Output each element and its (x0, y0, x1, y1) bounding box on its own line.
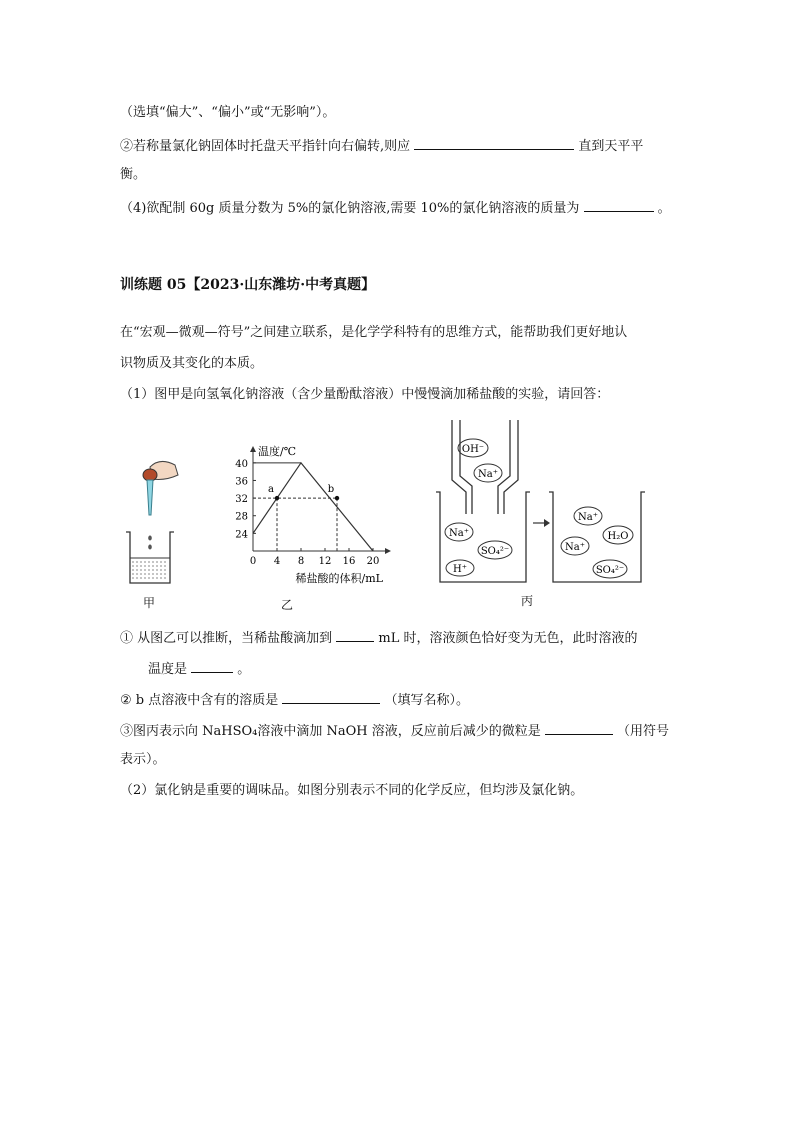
y-axis-label: 温度/℃ (258, 445, 297, 458)
text-line-4b: 。 (657, 201, 671, 216)
text-line-3: 衡。 (120, 167, 147, 182)
answer-blank-5[interactable] (282, 689, 380, 704)
ion-label: H⁺ (453, 564, 467, 575)
subquestion-3b: （用符号 (617, 724, 670, 739)
text-line-1: （选填“偏大”、“偏小”或“无影响”）。 (120, 105, 336, 120)
ion-label: Na⁺ (565, 542, 585, 553)
data-point-a (275, 496, 279, 500)
funnel-outer-left (452, 420, 466, 514)
ion-label: H₂O (607, 531, 629, 542)
paragraph-line-1: 在“宏观—微观—符号”之间建立联系，是化学学科特有的思维方式，能帮助我们更好地认 (120, 325, 628, 340)
answer-blank-6[interactable] (545, 720, 613, 735)
ion-label: Na⁺ (578, 512, 598, 523)
x-tick-label: 0 (249, 556, 257, 567)
paragraph-line-2: 识物质及其变化的本质。 (120, 356, 264, 371)
x-tick-label: 12 (318, 556, 332, 567)
ion-na-label: Na⁺ (478, 469, 498, 480)
figure-label-jia: 甲 (143, 596, 156, 610)
series-line (253, 463, 373, 551)
subquestion-1 (120, 627, 638, 648)
subquestion-1a: ① 从图乙可以推断，当稀盐酸滴加到 (120, 631, 333, 646)
data-point-label: b (327, 484, 335, 496)
y-tick-label: 28 (235, 511, 248, 523)
y-axis-arrow-icon (250, 446, 256, 452)
x-tick-label: 8 (297, 556, 305, 567)
section-heading: 训练题 05【2023·山东潍坊·中考真题】 (120, 277, 376, 293)
answer-blank-2[interactable] (584, 197, 654, 212)
x-axis-label: 稀盐酸的体积/mL (295, 572, 383, 585)
ion-label: SO₄²⁻ (480, 546, 510, 557)
text-line-2b: 直到天平平 (578, 139, 644, 154)
funnel-outer-right (504, 420, 518, 514)
x-tick-label: 20 (366, 556, 380, 567)
dropper-tube (147, 480, 153, 515)
ion-label: SO₄²⁻ (595, 565, 625, 576)
data-point-b (335, 496, 339, 500)
answer-blank-1[interactable] (414, 135, 574, 150)
x-tick-label: 4 (273, 556, 281, 567)
subquestion-2 (120, 689, 469, 710)
text-line-2a: ②若称量氯化钠固体时托盘天平指针向右偏转,则应 (120, 139, 411, 154)
subquestion-1b: mL 时，溶液颜色恰好变为无色，此时溶液的 (378, 631, 638, 646)
figure-label-bing: 丙 (521, 594, 534, 608)
droplet (148, 545, 152, 550)
y-tick-label: 36 (235, 476, 248, 488)
ion-oh-label: OH⁻ (461, 444, 485, 455)
subquestion-1d: 。 (237, 662, 251, 677)
text-line-2 (120, 135, 643, 156)
chart-yi (225, 440, 405, 590)
x-axis-arrow-icon (385, 548, 391, 554)
subquestion-1c: 温度是 (148, 662, 188, 677)
question-2: （2）氯化钠是重要的调味品。如图分别表示不同的化学反应，但均涉及氯化钠。 (120, 783, 584, 798)
text-line-4a: （4)欲配制 60g 质量分数为 5%的氯化钠溶液,需要 10%的氯化钠溶液的质量为 (120, 201, 580, 216)
y-tick-label: 40 (235, 458, 248, 470)
y-tick-label: 24 (235, 529, 248, 541)
answer-blank-4[interactable] (191, 658, 233, 673)
subquestion-2a: ② b 点溶液中含有的溶质是 (120, 693, 279, 708)
subquestion-2b: （填写名称）。 (384, 693, 470, 708)
answer-blank-3[interactable] (336, 627, 374, 642)
x-tick-label: 16 (342, 556, 356, 567)
figure-bing (432, 418, 652, 588)
question-1: （1）图甲是向氢氧化钠溶液（含少量酚酞溶液）中慢慢滴加稀盐酸的实验，请回答： (120, 387, 610, 402)
dropper-bulb (143, 469, 157, 481)
figure-label-yi: 乙 (281, 598, 294, 612)
subquestion-3-cont: 表示）。 (120, 752, 166, 767)
data-point-label: a (268, 484, 274, 496)
subquestion-3a: ③图丙表示向 NaHSO₄溶液中滴加 NaOH 溶液，反应前后减少的微粒是 (120, 724, 541, 739)
liquid-hatch (132, 562, 168, 578)
subquestion-3 (120, 720, 669, 741)
y-tick-label: 32 (235, 494, 248, 506)
figure-jia (120, 455, 180, 590)
text-line-4 (120, 197, 671, 218)
arrow-head-icon (544, 519, 550, 527)
subquestion-1-cont (148, 658, 250, 679)
droplet (148, 536, 152, 541)
ion-label: Na⁺ (449, 528, 469, 539)
